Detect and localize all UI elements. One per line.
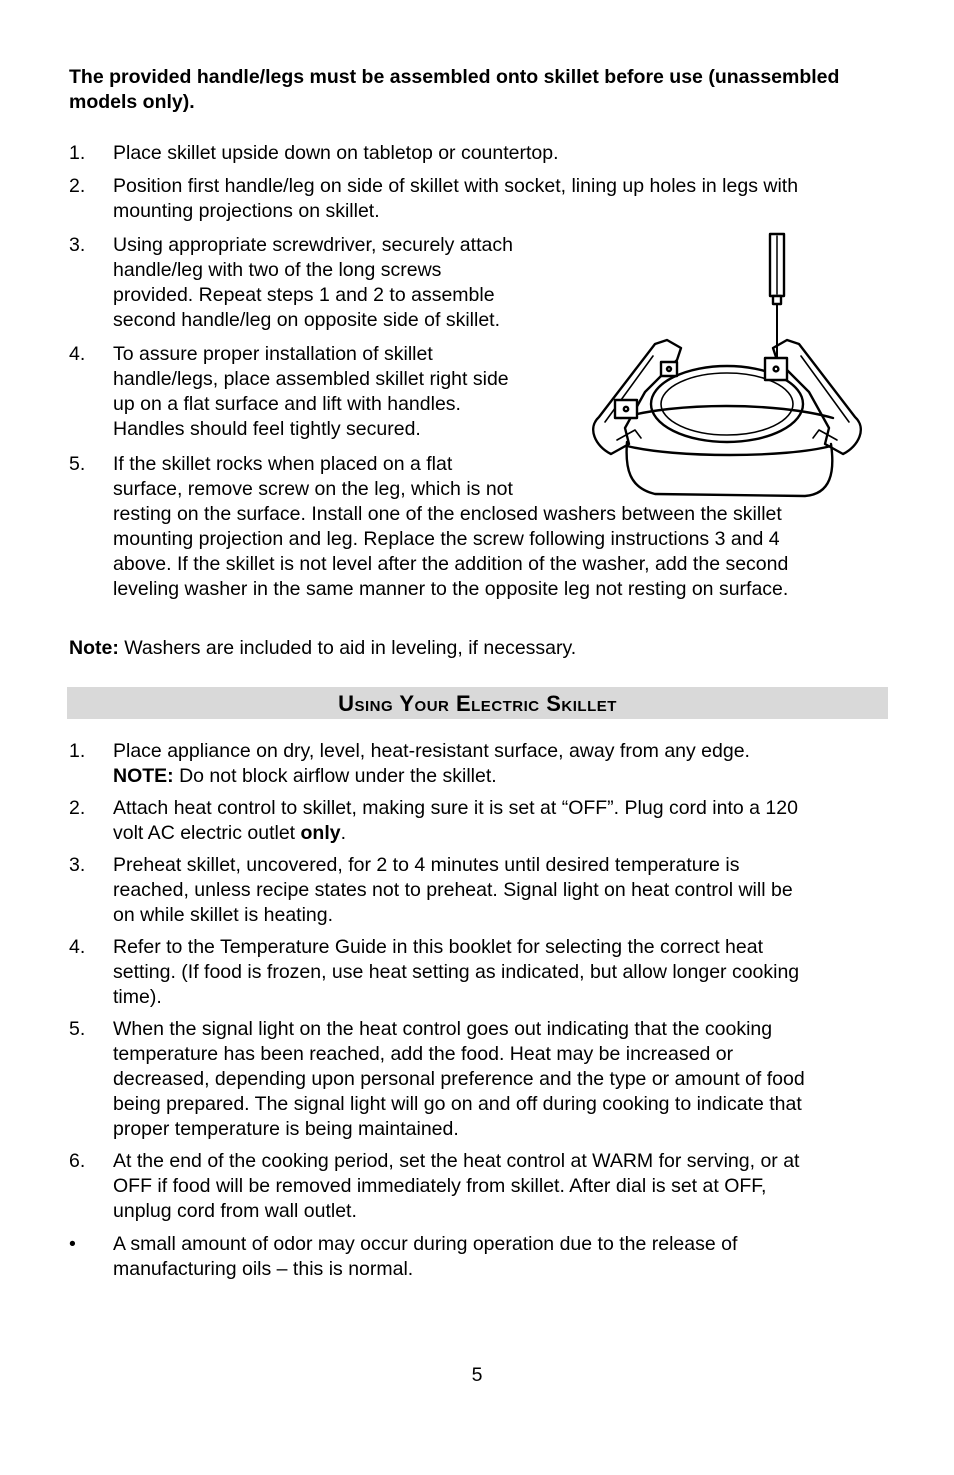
page-number: 5 [471,1364,483,1386]
step-number: 2. [69,175,86,197]
step-text: Place appliance on dry, level, heat-resistant surface, away from any edge. [113,740,750,762]
step-number: 4. [69,343,86,365]
step-text: At the end of the cooking period, set the heat control at WARM for serving, or at [113,1150,800,1172]
step-note-text: Do not block airflow under the skillet. [173,765,497,787]
step-text: Attach heat control to skillet, making sure it is set at “OFF”. Plug cord into a 120 [113,797,798,819]
step-text: OFF if food will be removed immediately from skillet. After dial is set at OFF, [113,1175,767,1197]
step-note-label: NOTE: [113,765,174,787]
step-text: handle/leg with two of the long screws [113,259,442,281]
step-text: mounting projection and leg. Replace the screw following instructions 3 and 4 [113,528,780,550]
step-text: setting. (If food is frozen, use heat setting as indicated, but allow longer cooking [113,961,800,983]
step-text: When the signal light on the heat control goes out indicating that the cooking [113,1018,773,1040]
step-text-line-2 [113,821,798,846]
step-text: provided. Repeat steps 1 and 2 to assemble [113,284,495,306]
step-number: 1. [69,142,86,164]
step-text: up on a flat surface and lift with handles. [113,393,461,415]
step-text: Position first handle/leg on side of skillet with socket, lining up holes in legs with [113,175,799,197]
step-text: Place skillet upside down on tabletop or countertop. [113,142,559,164]
step-text: resting on the surface. Install one of the enclosed washers between the skillet [113,503,782,525]
step-text: surface, remove screw on the leg, which is not [113,478,513,500]
step-text: temperature has been reached, add the food. Heat may be increased or [113,1043,734,1065]
step-text: being prepared. The signal light will go on and off during cooking to indicate that [113,1093,802,1115]
step-text: Handles should feel tightly secured. [113,418,421,440]
note-label: Note: [69,637,119,659]
step-text: on while skillet is heating. [113,904,334,926]
step-number: 5. [69,1018,86,1040]
step-number: 5. [69,453,86,475]
bullet-marker: • [69,1233,76,1255]
step-text: reached, unless recipe states not to preheat. Signal light on heat control will be [113,879,793,901]
section-title: Using Your Electric Skillet [338,691,617,716]
step-text: unplug cord from wall outlet. [113,1200,357,1222]
step-note-line [113,764,750,789]
step-text: Refer to the Temperature Guide in this booklet for selecting the correct heat [113,936,763,958]
step-text: manufacturing oils – this is normal. [113,1258,414,1280]
step-text: decreased, depending upon personal preference and the type or amount of food [113,1068,805,1090]
step-number: 1. [69,740,86,762]
step-text: To assure proper installation of skillet [113,343,433,365]
step-number: 3. [69,854,86,876]
skillet-upside-down-with-screwdriver-icon [585,232,867,502]
assembly-warning: The provided handle/legs must be assembled onto skillet before use (unassembled models only). [69,66,840,113]
step-text: proper temperature is being maintained. [113,1118,459,1140]
step-number: 2. [69,797,86,819]
section-header-bar [67,687,888,719]
step-text: . [340,822,347,844]
step-text: Preheat skillet, uncovered, for 2 to 4 minutes until desired temperature is [113,854,740,876]
step-number: 3. [69,234,86,256]
step-text: second handle/leg on opposite side of skillet. [113,309,501,331]
step-text: If the skillet rocks when placed on a flat [113,453,453,475]
step-number: 4. [69,936,86,958]
step-text: volt AC electric outlet [113,822,301,844]
step-text: mounting projections on skillet. [113,200,380,222]
step-text: Using appropriate screwdriver, securely attach [113,234,513,256]
step-text: handle/legs, place assembled skillet right side [113,368,509,390]
step-text: leveling washer in the same manner to the opposite leg not resting on surface. [113,578,789,600]
step-emphasis: only [300,822,341,844]
step-number: 6. [69,1150,86,1172]
step-text: A small amount of odor may occur during operation due to the release of [113,1233,738,1255]
note-text: Washers are included to aid in leveling, if necessary. [118,637,577,659]
step-text: time). [113,986,162,1008]
step-text: above. If the skillet is not level after the addition of the washer, add the second [113,553,789,575]
leveling-note [69,636,576,661]
